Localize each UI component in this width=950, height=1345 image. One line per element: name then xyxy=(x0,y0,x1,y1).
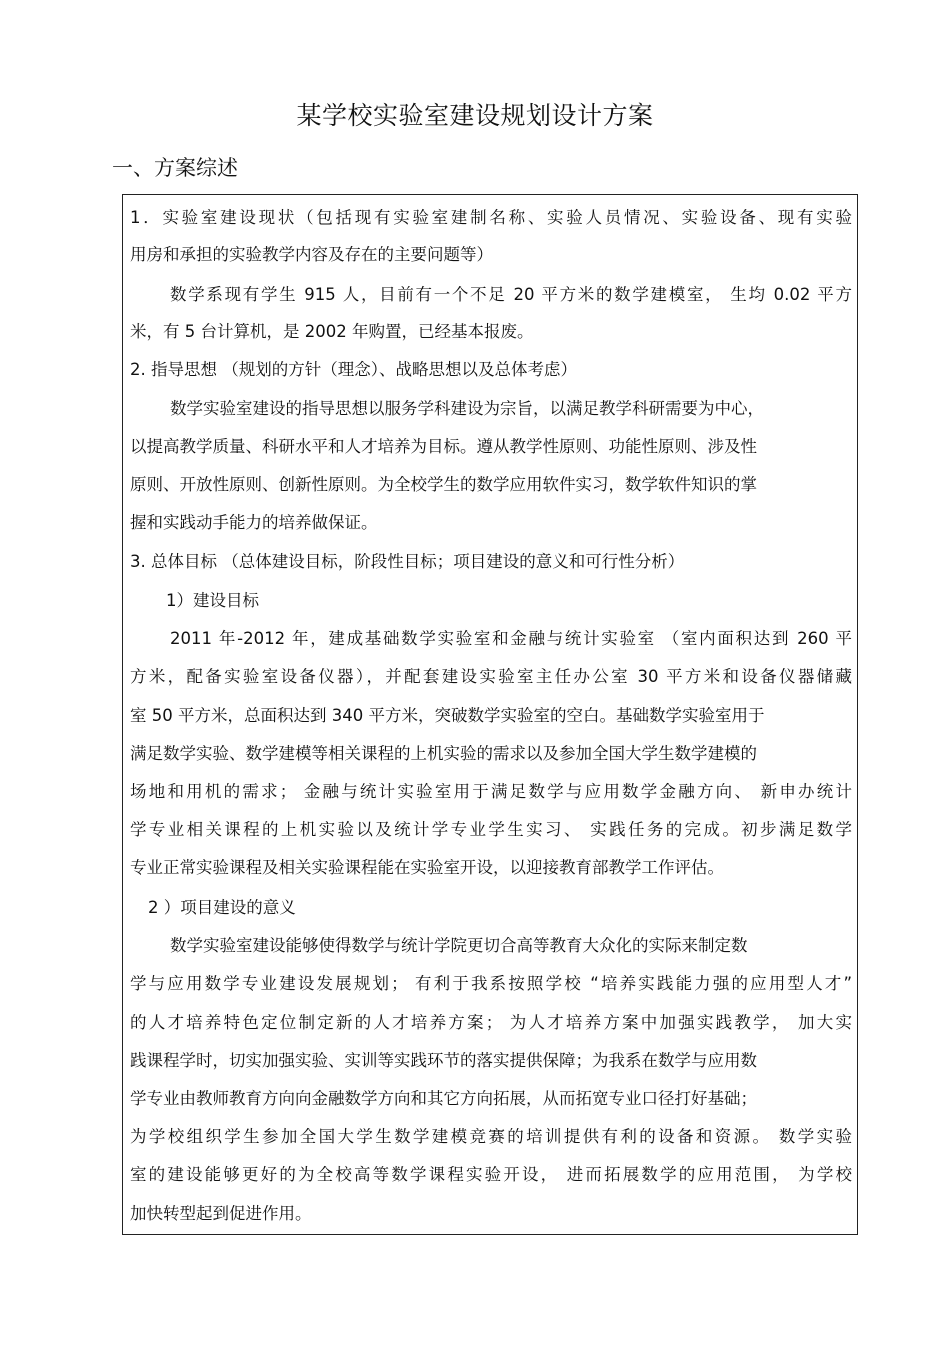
text-line: 原则、开放性原则、创新性原则。为全校学生的数学应用软件实习，数学软件知识的掌 xyxy=(130,475,757,494)
text-line: 学与应用数学专业建设发展规划； 有利于我系按照学校 “培养实践能力强的应用型人才” xyxy=(130,974,852,993)
text-line: 学专业相关课程的上机实验以及统计学专业学生实习、 实践任务的完成。初步满足数学 xyxy=(130,820,852,839)
text-line: 的人才培养特色定位制定新的人才培养方案； 为人才培养方案中加强实践教学， 加大实 xyxy=(130,1013,852,1032)
text-line: 1）建设目标 xyxy=(166,591,259,610)
text-line: 1．实验室建设现状（包括现有实验室建制名称、实验人员情况、实验设备、现有实验 xyxy=(130,208,852,227)
text-line: 方米，配备实验室设备仪器），并配套建设实验室主任办公室 30 平方米和设备仪器储藏 xyxy=(130,667,852,686)
text-line: 数学实验室建设的指导思想以服务学科建设为宗旨，以满足教学科研需要为中心， xyxy=(170,399,764,418)
text-line: 学专业由教师教育方向向金融数学方向和其它方向拓展，从而拓宽专业口径打好基础； xyxy=(130,1089,757,1108)
text-line: 以提高教学质量、科研水平和人才培养为目标。遵从教学性原则、功能性原则、涉及性 xyxy=(130,437,757,456)
text-line: 室的建设能够更好的为全校高等数学课程实验开设， 进而拓展数学的应用范围， 为学校 xyxy=(130,1165,852,1184)
text-line: 米，有 5 台计算机，是 2002 年购置，已经基本报废。 xyxy=(130,322,534,341)
text-line: 满足数学实验、数学建模等相关课程的上机实验的需求以及参加全国大学生数学建模的 xyxy=(130,744,757,763)
text-line: 数学实验室建设能够使得数学与统计学院更切合高等教育大众化的实际来制定数 xyxy=(170,936,748,955)
text-line: 专业正常实验课程及相关实验课程能在实验室开设，以迎接教育部教学工作评估。 xyxy=(130,858,724,877)
text-line: 践课程学时，切实加强实验、实训等实践环节的落实提供保障；为我系在数学与应用数 xyxy=(130,1051,757,1070)
text-line: 2 ）项目建设的意义 xyxy=(148,898,296,917)
text-line: 场地和用机的需求； 金融与统计实验室用于满足数学与应用数学金融方向、 新申办统计 xyxy=(130,782,852,801)
document-title: 某学校实验室建设规划设计方案 xyxy=(296,101,654,130)
text-line: 2. 指导思想 （规划的方针（理念）、战略思想以及总体考虑） xyxy=(130,360,577,379)
section-heading: 一、方案综述 xyxy=(112,156,238,180)
text-line: 2011 年-2012 年，建成基础数学实验室和金融与统计实验室 （室内面积达到 260 平 xyxy=(170,629,852,648)
text-line: 室 50 平方米，总面积达到 340 平方米，突破数学实验室的空白。基础数学实验室用于 xyxy=(130,706,765,725)
text-line: 3. 总体目标 （总体建设目标，阶段性目标；项目建设的意义和可行性分析） xyxy=(130,552,685,571)
text-line: 握和实践动手能力的培养做保证。 xyxy=(130,513,378,532)
text-line: 数学系现有学生 915 人，目前有一个不足 20 平方米的数学建模室， 生均 0.02 平方 xyxy=(170,285,852,304)
text-line: 用房和承担的实验教学内容及存在的主要问题等） xyxy=(130,245,493,264)
text-line: 为学校组织学生参加全国大学生数学建模竞赛的培训提供有利的设备和资源。 数学实验 xyxy=(130,1127,852,1146)
text-line: 加快转型起到促进作用。 xyxy=(130,1204,312,1223)
